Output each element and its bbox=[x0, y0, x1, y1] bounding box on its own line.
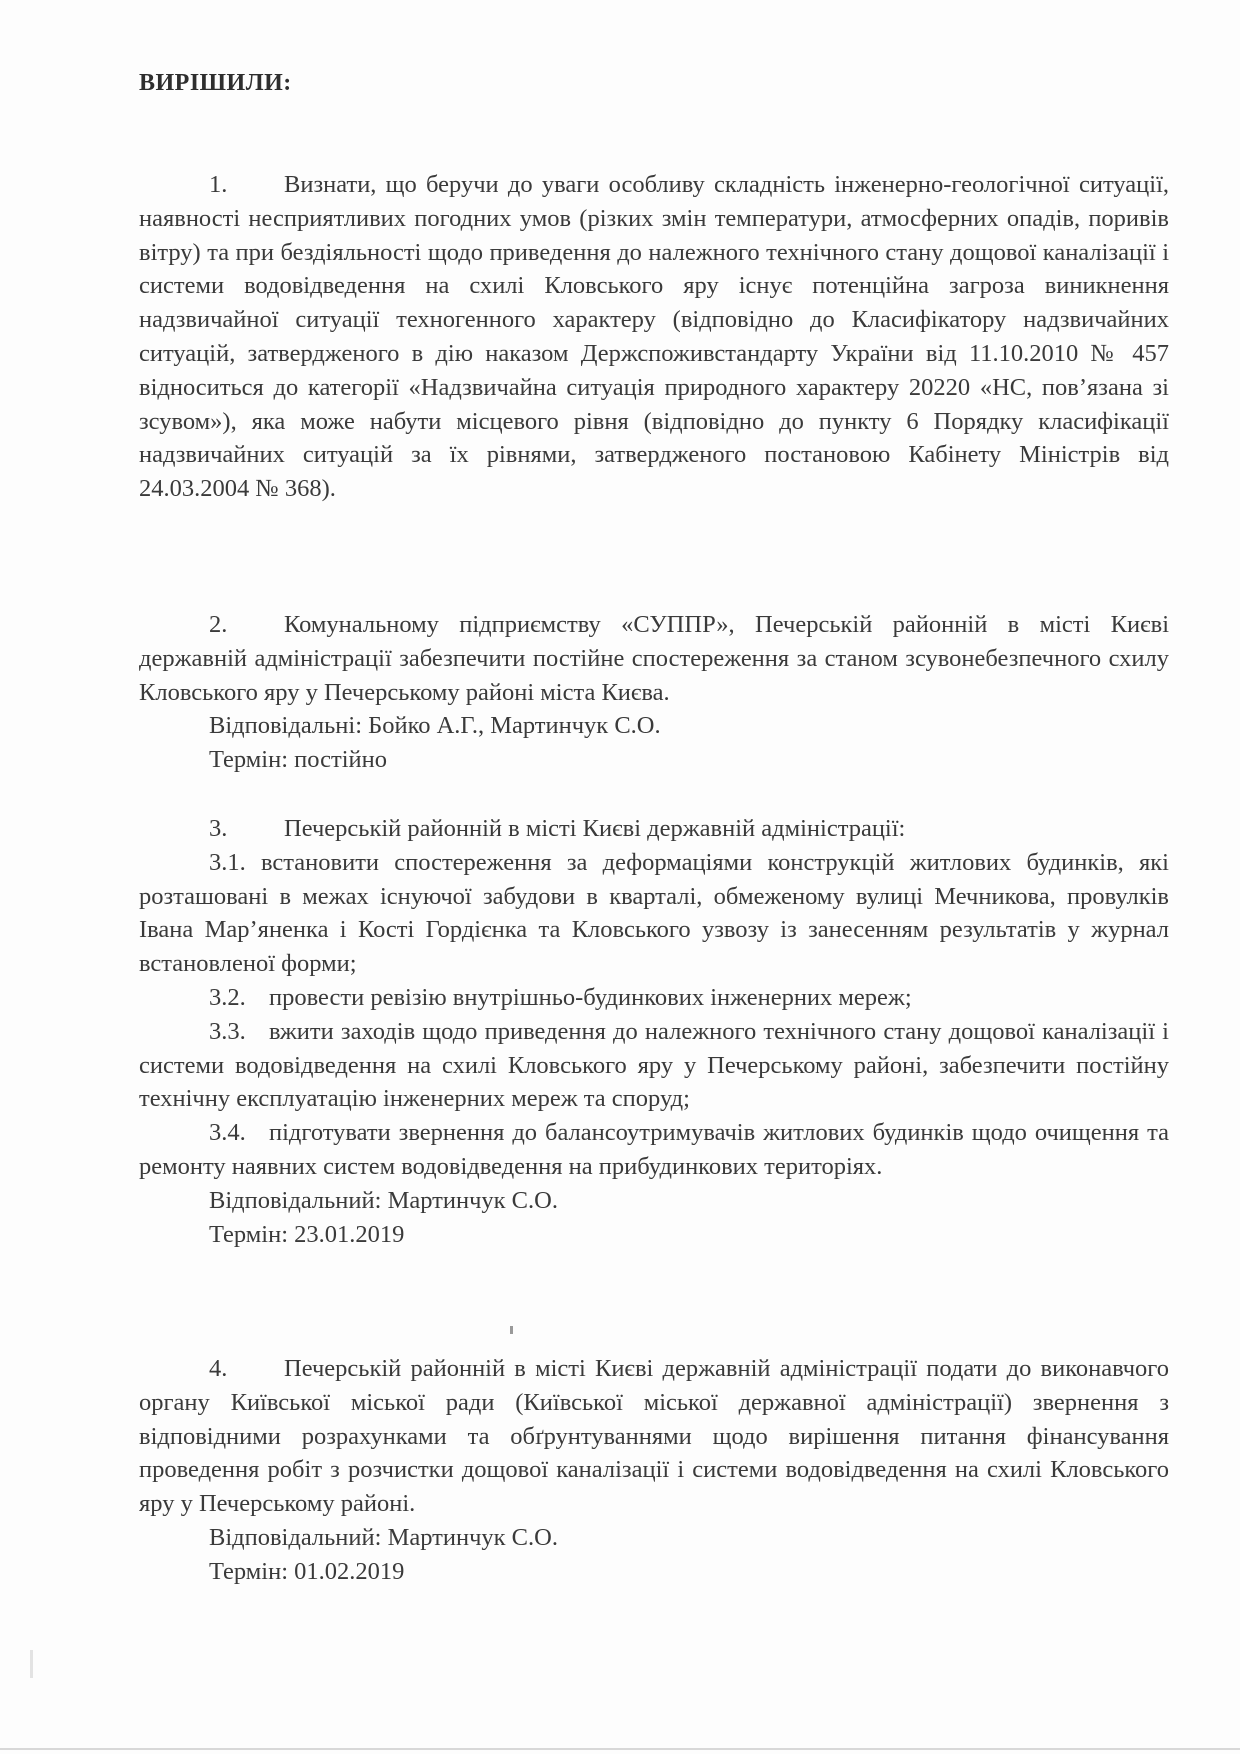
subitem-text: вжити заходів щодо приведення до належного технічного стану дощової каналізації і системи водовідведення на схилі Кловського яру у Печерському районі, забезпечити постійну технічну експлуатацію інженерних мереж та споруд; bbox=[139, 1017, 1169, 1113]
resolution-item-3 bbox=[139, 812, 1169, 1251]
item-number: 1. bbox=[209, 171, 228, 198]
scan-bottom-edge bbox=[0, 1748, 1240, 1750]
subitem-text: провести ревізію внутрішньо-будинкових інженерних мереж; bbox=[269, 983, 912, 1011]
term-line: Термін: постійно bbox=[209, 746, 387, 774]
subitem-3-2 bbox=[139, 981, 1169, 1015]
item-text: Визнати, що беручи до уваги особливу складність інженерно-геологічної ситуації, наявності несприятливих погодних умов (різких змін температури, атмосферних опадів, поривів вітру) та при бездіяльності щодо приведення до належного технічного стану дощової каналізації і системи водовідведення на схилі Кловського яру існує потенційна загроза виникнення надзвичайної ситуації техногенного характеру (відповідно до Класифікатору надзвичайних ситуацій, затвердженого в дію наказом Держспоживстандарту України від 11.10.2010 № 457 відноситься до категорії «Надзвичайна ситуація природного характеру 20220 «НС, пов’язана зі зсувом»), яка може набути місцевого рівня (відповідно до пункту 6 Порядку класифікації надзвичайних ситуацій за їх рівнями, затвердженого постановою Кабінету Міністрів від 24.03.2004 № 368). bbox=[139, 171, 1169, 503]
subitem-text: підготувати звернення до балансоутримувачів житлових будинків щодо очищення та ремонту наявних систем водовідведення на прибудинкових територіях. bbox=[139, 1119, 1169, 1180]
responsible-line: Відповідальний: Мартинчук С.О. bbox=[209, 1186, 558, 1214]
item-text: Печерській районній в місті Києві державній адміністрації подати до виконавчого органу Київської міської ради (Київської міської державної адміністрації) звернення з відповідними розрахунками та обґрунтуваннями щодо вирішення питання фінансування проведення робіт з розчистки дощової каналізації і системи водовідведення на схилі Кловського яру у Печерському районі. bbox=[139, 1355, 1169, 1518]
resolution-item-4 bbox=[139, 1352, 1169, 1589]
scan-edge-mark bbox=[30, 1650, 33, 1678]
subitem-number: 3.1. bbox=[209, 848, 246, 876]
subitem-3-1 bbox=[139, 846, 1169, 981]
item-number: 3. bbox=[209, 815, 228, 842]
section-heading: ВИРІШИЛИ: bbox=[139, 70, 292, 96]
responsible-line: Відповідальний: Мартинчук С.О. bbox=[209, 1523, 558, 1551]
item-text: Печерській районній в місті Києві державній адміністрації: bbox=[284, 815, 906, 842]
subitem-number: 3.3. bbox=[209, 1017, 246, 1045]
term-line: Термін: 01.02.2019 bbox=[209, 1557, 405, 1585]
item-number: 2. bbox=[209, 611, 228, 638]
responsible-line: Відповідальні: Бойко А.Г., Мартинчук С.О. bbox=[209, 712, 661, 740]
term-line: Термін: 23.01.2019 bbox=[209, 1220, 405, 1248]
resolution-item-2 bbox=[139, 608, 1169, 777]
item-number: 4. bbox=[209, 1355, 228, 1382]
subitem-number: 3.4. bbox=[209, 1119, 246, 1147]
subitem-number: 3.2. bbox=[209, 983, 246, 1011]
scan-speck bbox=[510, 1326, 513, 1334]
subitem-3-3 bbox=[139, 1015, 1169, 1116]
resolution-item-1 bbox=[139, 168, 1169, 506]
item-text: Комунальному підприємству «СУППР», Печерській районній в місті Києві державній адміністрації забезпечити постійне спостереження за станом зсувонебезпечного схилу Кловського яру у Печерському районі міста Києва. bbox=[139, 611, 1169, 706]
subitem-text: встановити спостереження за деформаціями конструкцій житлових будинків, які розташовані в межах існуючої забудови в кварталі, обмеженому вулиці Мечникова, провулків Івана Мар’яненка і Кості Гордієнка та Кловського узвозу із занесенням результатів у журнал встановленої форми; bbox=[139, 848, 1169, 978]
subitem-3-4 bbox=[139, 1116, 1169, 1184]
